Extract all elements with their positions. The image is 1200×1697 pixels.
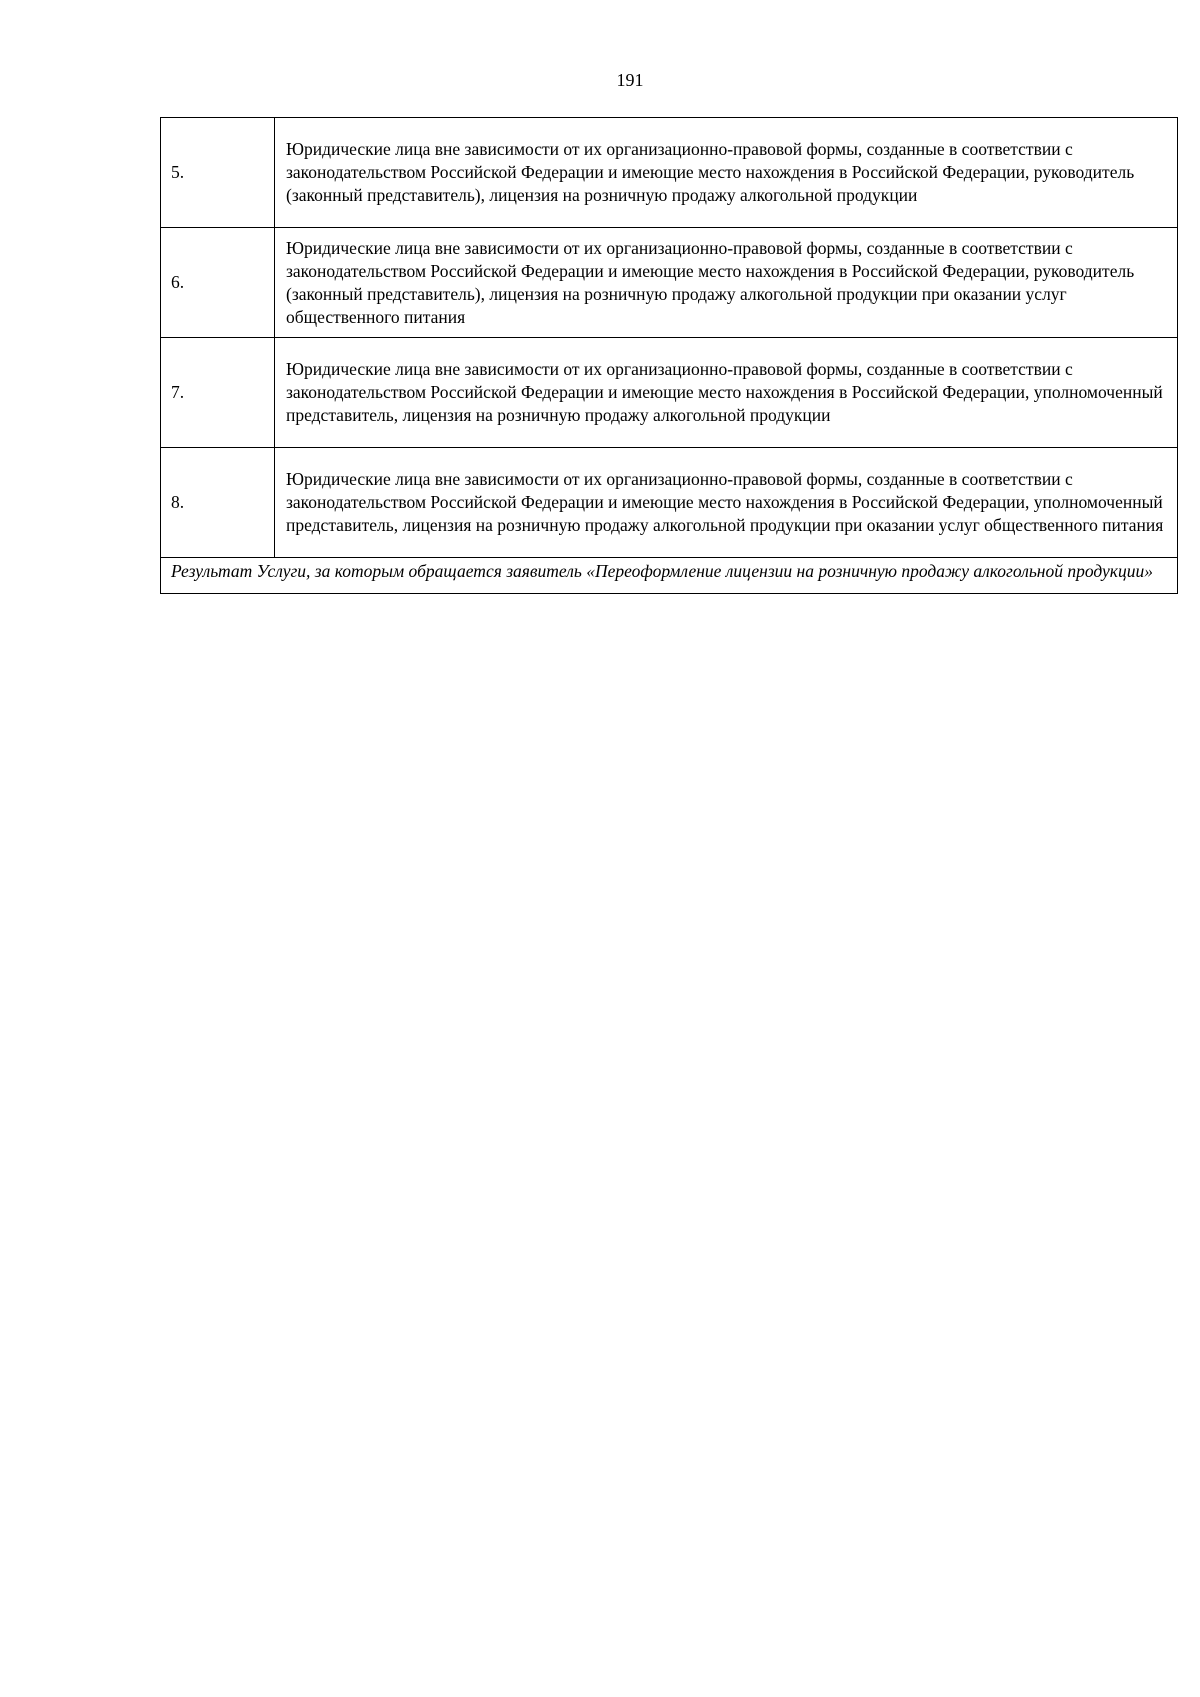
row-number: 5. [161, 118, 275, 228]
page-number: 191 [616, 70, 644, 90]
table-row [161, 118, 1178, 228]
row-description: Юридические лица вне зависимости от их организационно-правовой формы, созданные в соответствии с законодательством Российской Федерации и имеющие место нахождения в Российской Федерации, уполномоченный представитель, лицензия на розничную продажу алкогольной продукции при оказании услуг общественного питания [275, 448, 1178, 558]
row-description: Юридические лица вне зависимости от их организационно-правовой формы, созданные в соответствии с законодательством Российской Федерации и имеющие место нахождения в Российской Федерации, уполномоченный представитель, лицензия на розничную продажу алкогольной продукции [275, 338, 1178, 448]
table-row [161, 338, 1178, 448]
result-row [161, 558, 1178, 594]
table-row [161, 228, 1178, 338]
row-description: Юридические лица вне зависимости от их организационно-правовой формы, созданные в соответствии с законодательством Российской Федерации и имеющие место нахождения в Российской Федерации, руководитель (законный представитель), лицензия на розничную продажу алкогольной продукции при оказании услуг общественного питания [275, 228, 1178, 338]
result-text: Результат Услуги, за которым обращается заявитель «Переоформление лицензии на розничную продажу алкогольной продукции» [161, 558, 1178, 594]
row-description: Юридические лица вне зависимости от их организационно-правовой формы, созданные в соответствии с законодательством Российской Федерации и имеющие место нахождения в Российской Федерации, руководитель (законный представитель), лицензия на розничную продажу алкогольной продукции [275, 118, 1178, 228]
applicant-table [160, 117, 1178, 594]
row-number: 6. [161, 228, 275, 338]
row-number: 8. [161, 448, 275, 558]
row-number: 7. [161, 338, 275, 448]
table-row [161, 448, 1178, 558]
